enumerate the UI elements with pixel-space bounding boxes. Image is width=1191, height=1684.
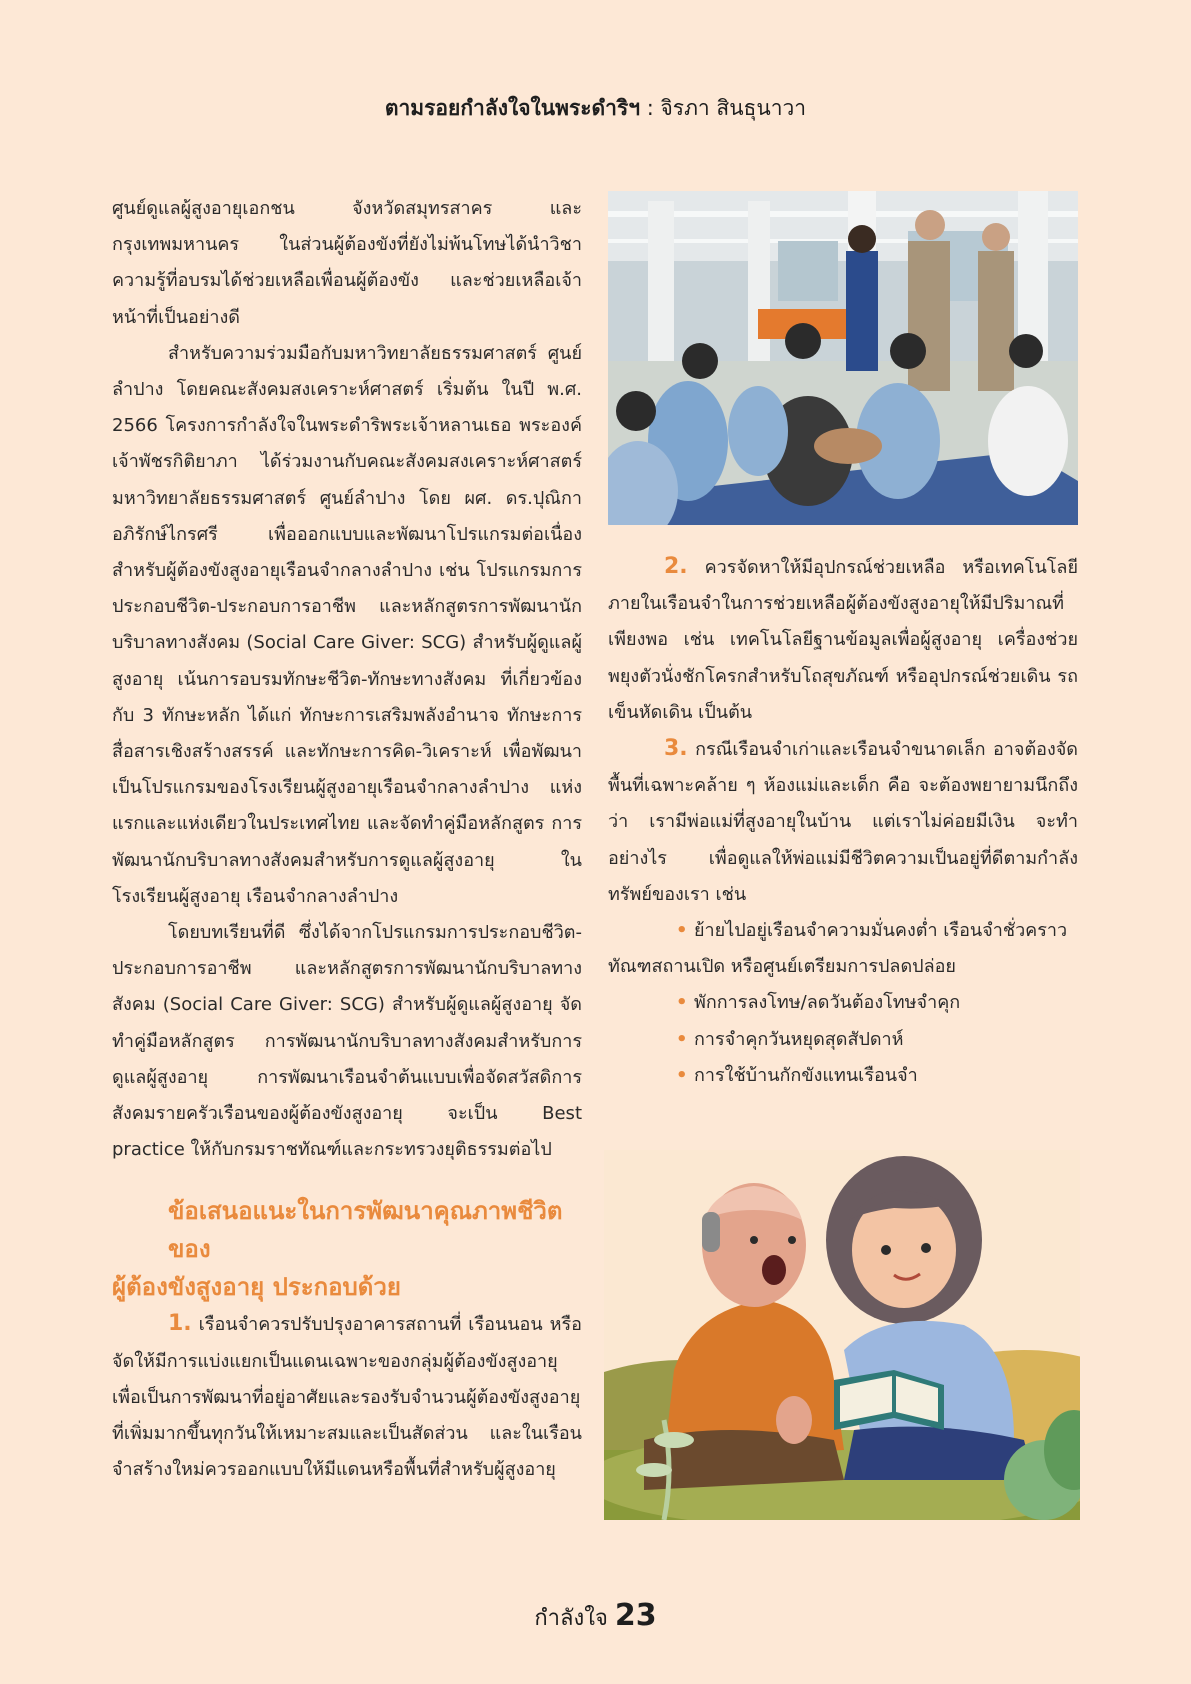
bullet-2-text: พักการลงโทษ/ลดวันต้องโทษจำคุก: [694, 992, 961, 1014]
header-author: จิรภา สินธุนาวา: [660, 96, 807, 120]
item-text-2: ควรจัดหาให้มีอุปกรณ์ช่วยเหลือ หรือเทคโนโลยีภายในเรือนจำในการช่วยเหลือผู้ต้องขังสูงอายุให้มีปริมาณที่เพียงพอ เช่น เทคโนโลยีฐานข้อมูลเพื่อผู้สูงอายุ เครื่องช่วยพยุงตัวนั่งชักโครกสำหรับโถสุขภัณฑ์ หรืออุปกรณ์ช่วยเดิน รถเข็นหัดเดิน เป็นต้น: [608, 557, 1078, 723]
bullet-4-text: การใช้บ้านกักขังแทนเรือนจำ: [694, 1064, 918, 1086]
item-number-1: 1.: [168, 1311, 192, 1337]
bullet-1-text-a: ย้ายไปอยู่เรือนจำความมั่นคงต่ำ เรือนจำชั่วคราว: [694, 920, 1068, 942]
header-separator: :: [640, 96, 661, 120]
recommendation-1: [112, 1306, 582, 1488]
bullet-item-4: [608, 1058, 1078, 1094]
bullet-1-text-b: ทัณฑสถานเปิด หรือศูนย์เตรียมการปลดปล่อย: [608, 956, 956, 978]
heading-line-1: ข้อเสนอแนะในการพัฒนาคุณภาพชีวิตของ: [168, 1197, 563, 1264]
paragraph-3: โดยบทเรียนที่ดี ซึ่งได้จากโปรแกรมการประกอบชีวิต-ประกอบการอาชีพ และหลักสูตรการพัฒนานักบริบาลทางสังคม (Social Care Giver: SCG) สำหรับผู้ดูแลผู้สูงอายุ จัดทำคู่มือหลักสูตร การพัฒนานักบริบาลทางสังคมสำหรับการดูแลผู้สูงอายุ การพัฒนาเรือนจำต้นแบบเพื่อจัดสวัสดิการสังคมรายครัวเรือนของผู้ต้องขังสูงอายุ จะเป็น Best practice ให้กับกรมราชทัณฑ์และกระทรวงยุติธรรมต่อไป: [112, 922, 582, 1161]
recommendation-2: [608, 549, 1078, 731]
elderly-reading-illustration: [604, 1150, 1080, 1520]
bullet-dot: •: [676, 920, 688, 942]
bullet-item-2: [608, 985, 1078, 1021]
header-title: ตามรอยกำลังใจในพระดำริฯ: [384, 96, 641, 120]
bullet-dot: •: [676, 992, 688, 1014]
right-column: [608, 549, 1078, 1094]
bullet-item-1: [608, 913, 1078, 985]
cpr-training-photo: [608, 191, 1078, 525]
recommendation-3: [608, 731, 1078, 913]
running-header: [0, 92, 1191, 125]
heading-line-2: ผู้ต้องขังสูงอายุ ประกอบด้วย: [112, 1273, 401, 1302]
item-number-3: 3.: [664, 736, 688, 762]
bullet-dot: •: [676, 1064, 688, 1086]
item-text-1: เรือนจำควรปรับปรุงอาคารสถานที่ เรือนนอน หรือจัดให้มีการแบ่งแยกเป็นแดนเฉพาะของกลุ่มผู้ต้องขังสูงอายุ เพื่อเป็นการพัฒนาที่อยู่อาศัยและรองรับจำนวนผู้ต้องขังสูงอายุที่เพิ่มมากขึ้นทุกวันให้เหมาะสมและเป็นสัดส่วน และในเรือนจำสร้างใหม่ควรออกแบบให้มีแดนหรือพื้นที่สำหรับผู้สูงอายุ: [112, 1314, 582, 1481]
page-footer: [0, 1598, 1191, 1635]
paragraph-1: ศูนย์ดูแลผู้สูงอายุเอกชน จังหวัดสมุทรสาคร และกรุงเทพมหานคร ในส่วนผู้ต้องขังที่ยังไม่พ้นโทษได้นำวิชาความรู้ที่อบรมได้ช่วยเหลือเพื่อนผู้ต้องขัง และช่วยเหลือเจ้าหน้าที่เป็นอย่างดี: [112, 198, 582, 328]
paragraph-2: สำหรับความร่วมมือกับมหาวิทยาลัยธรรมศาสตร์ ศูนย์ลำปาง โดยคณะสังคมสงเคราะห์ศาสตร์ เริ่มต้น ในปี พ.ศ. 2566 โครงการกำลังใจในพระดำริพระเจ้าหลานเธอ พระองค์เจ้าพัชรกิติยาภา ได้ร่วมงานกับคณะสังคมสงเคราะห์ศาสตร์มหาวิทยาลัยธรรมศาสตร์ ศูนย์ลำปาง โดย ผศ. ดร.ปุณิกา อภิรักษ์ไกรศรี เพื่อออกแบบและพัฒนาโปรแกรมต่อเนื่องสำหรับผู้ต้องขังสูงอายุเรือนจำกลางลำปาง เช่น โปรแกรมการประกอบชีวิต-ประกอบการอาชีพ และหลักสูตรการพัฒนานักบริบาลทางสังคม (Social Care Giver: SCG) สำหรับผู้ดูแลผู้สูงอายุ เน้นการอบรมทักษะชีวิต-ทักษะทางสังคม ที่เกี่ยวข้องกับ 3 ทักษะหลัก ได้แก่ ทักษะการเสริมพลังอำนาจ ทักษะการสื่อสารเชิงสร้างสรรค์ และทักษะการคิด-วิเคราะห์ เพื่อพัฒนาเป็นโปรแกรมของโรงเรียนผู้สูงอายุเรือนจำกลางลำปาง แห่งแรกและแห่งเดียวในประเทศไทย และจัดทำคู่มือหลักสูตร การพัฒนานักบริบาลทางสังคมสำหรับการดูแลผู้สูงอายุ ในโรงเรียนผู้สูงอายุ เรือนจำกลางลำปาง: [112, 342, 582, 907]
bullet-dot: •: [676, 1028, 688, 1050]
bullet-3-text: การจำคุกวันหยุดสุดสัปดาห์: [694, 1028, 904, 1050]
recommendations-heading: [112, 1192, 582, 1306]
bullet-list: [608, 913, 1078, 1094]
footer-label: กำลังใจ: [534, 1606, 608, 1631]
left-column: [112, 191, 582, 1489]
item-text-3: กรณีเรือนจำเก่าและเรือนจำขนาดเล็ก อาจต้องจัดพื้นที่เฉพาะคล้าย ๆ ห้องแม่และเด็ก คือ จะต้องพยายามนึกถึงว่า เรามีพ่อแม่ที่สูงอายุในบ้าน แต่เราไม่ค่อยมีเงิน จะทำอย่างไร เพื่อดูแลให้พ่อแม่มีชีวิตความเป็นอยู่ที่ดีตามกำลังทรัพย์ของเรา เช่น: [608, 739, 1078, 905]
page-number: 23: [614, 1598, 657, 1633]
bullet-item-3: [608, 1022, 1078, 1058]
item-number-2: 2.: [664, 554, 688, 579]
